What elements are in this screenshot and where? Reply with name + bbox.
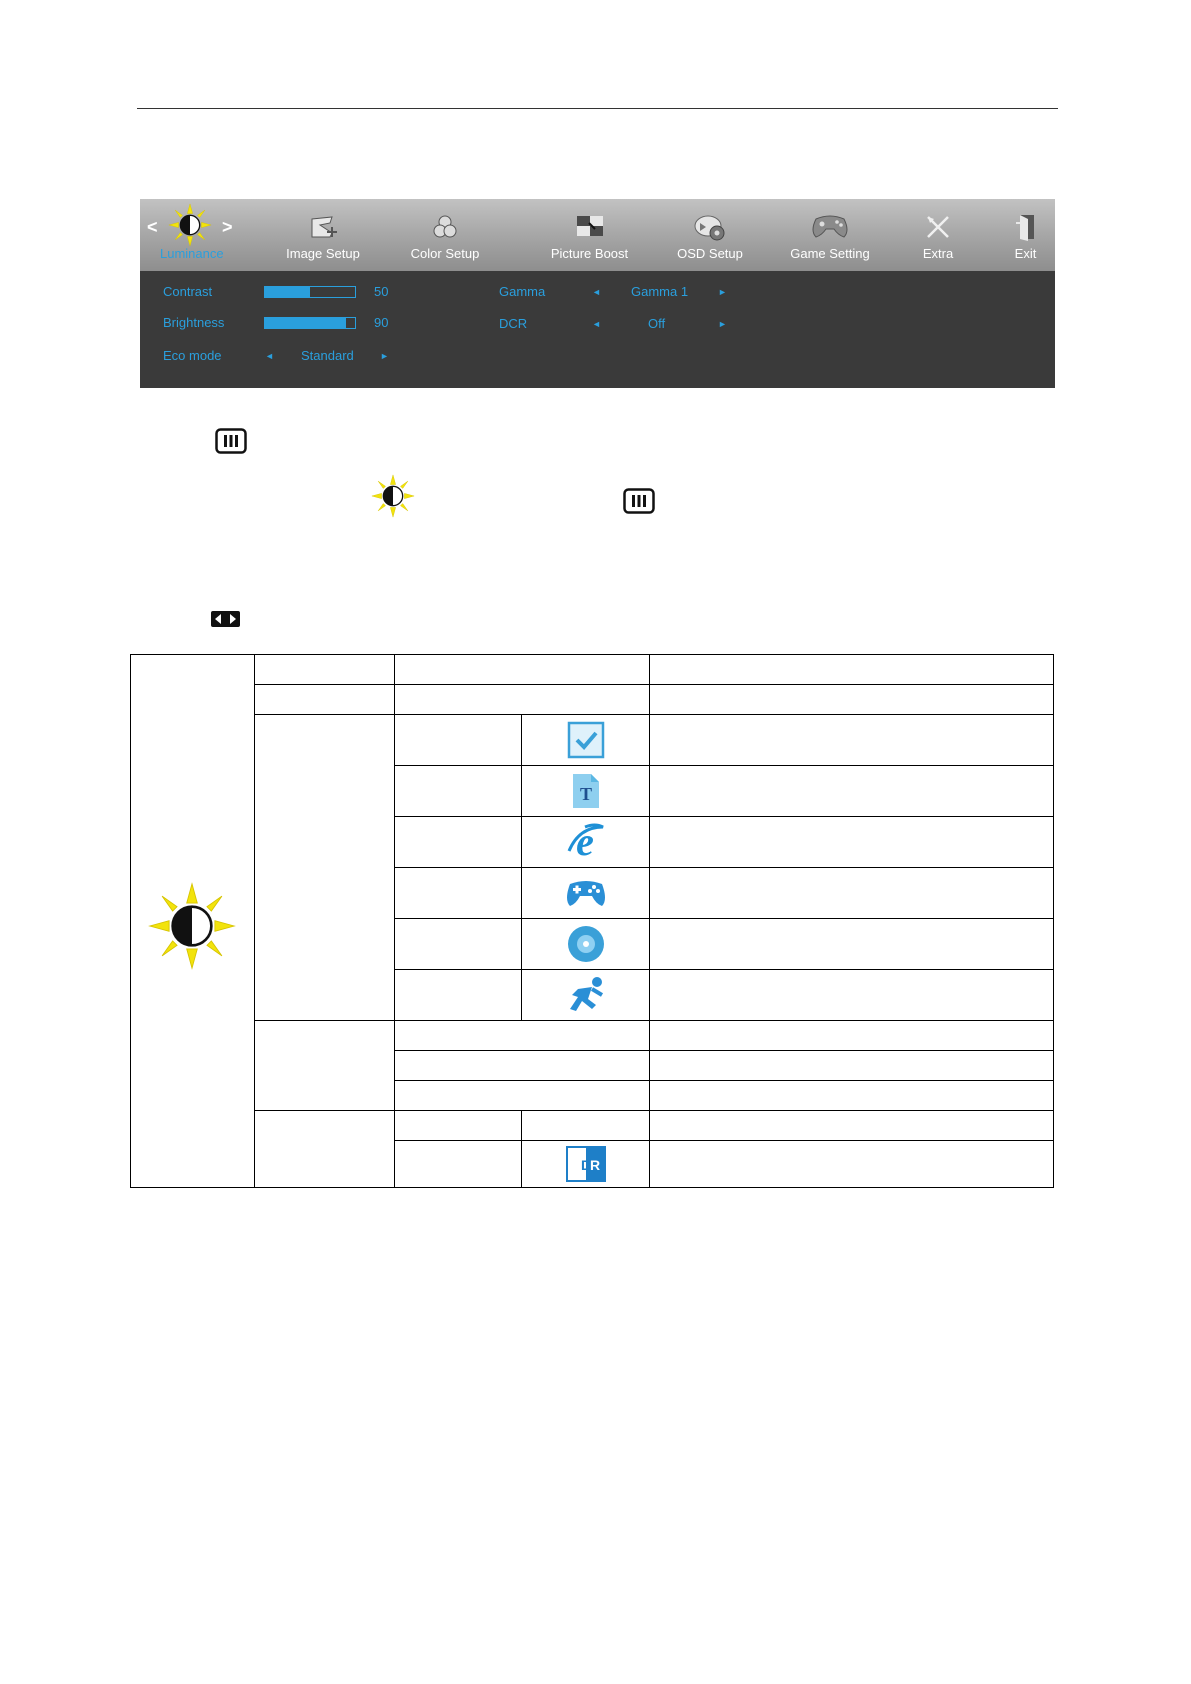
- menu-button-icon: [215, 428, 247, 454]
- table-cell: [649, 1110, 1054, 1141]
- picture-boost-icon: [575, 213, 605, 239]
- dcr-icon: [566, 1146, 606, 1182]
- image-setup-icon: [308, 213, 338, 241]
- table-cell: [394, 684, 650, 715]
- gamma-left-arrow-icon[interactable]: ◄: [592, 287, 601, 297]
- osd-setup-icon: [693, 213, 727, 243]
- gamma-right-arrow-icon[interactable]: ►: [718, 287, 727, 297]
- adjust-button-icon: [209, 608, 242, 630]
- table-cell: [254, 1110, 395, 1188]
- sports-mode-icon-cell: [521, 969, 650, 1021]
- internet-mode-icon-cell: [521, 816, 650, 868]
- brightness-slider[interactable]: [264, 317, 356, 329]
- tab-label: Picture Boost: [550, 246, 629, 261]
- table-cell: [649, 684, 1054, 715]
- game-mode-icon: [564, 876, 608, 910]
- game-setting-icon: [810, 213, 850, 239]
- svg-text:T: T: [579, 784, 592, 804]
- table-cell: [649, 1020, 1054, 1051]
- table-cell: [649, 969, 1054, 1021]
- dcr-left-arrow-icon[interactable]: ◄: [592, 319, 601, 329]
- contrast-label: Contrast: [163, 284, 213, 299]
- table-cell: [394, 1080, 650, 1111]
- tab-osd-setup[interactable]: [660, 199, 760, 271]
- tab-extra[interactable]: [903, 199, 973, 271]
- osd-menu: [140, 199, 1055, 388]
- contrast-value: 50: [374, 284, 389, 299]
- table-cell: [649, 1140, 1054, 1188]
- tab-luminance[interactable]: [160, 199, 224, 271]
- tab-label: Image Setup: [286, 246, 360, 261]
- standard-mode-icon-cell: [521, 714, 650, 766]
- table-cell: [649, 1080, 1054, 1111]
- menu-button-icon: [623, 488, 655, 514]
- table-cell: [394, 1050, 650, 1081]
- tab-label: OSD Setup: [677, 246, 743, 261]
- luminance-reference-table: [130, 654, 1054, 1188]
- standard-mode-icon: [567, 721, 605, 759]
- contrast-slider-fill: [265, 287, 310, 297]
- movie-mode-icon-cell: [521, 918, 650, 970]
- table-cell: [254, 1020, 395, 1111]
- table-cell: [649, 765, 1054, 817]
- contrast-slider[interactable]: [264, 286, 356, 298]
- brightness-label: Brightness: [163, 315, 225, 330]
- eco-mode-label: Eco mode: [163, 348, 222, 363]
- gamma-value: Gamma 1: [631, 284, 689, 299]
- brightness-slider-fill: [265, 318, 346, 328]
- table-cell: [394, 765, 522, 817]
- movie-mode-icon: [566, 924, 606, 964]
- osd-luminance-panel: [140, 271, 1055, 388]
- osd-tab-bar: [140, 199, 1055, 271]
- dcr-right-arrow-icon[interactable]: ►: [718, 319, 727, 329]
- text-mode-icon-cell: [521, 765, 650, 817]
- chevron-right-icon[interactable]: >: [222, 217, 233, 237]
- dcr-value: Off: [648, 316, 666, 331]
- dcr-label: DCR: [499, 316, 528, 331]
- color-setup-icon: [431, 213, 459, 241]
- chevron-left-icon[interactable]: <: [147, 217, 158, 237]
- tab-label: Color Setup: [410, 246, 480, 261]
- tab-game-setting[interactable]: [770, 199, 890, 271]
- eco-mode-value: Standard: [301, 348, 354, 363]
- table-cell: [394, 1110, 522, 1141]
- svg-text:e: e: [575, 821, 594, 863]
- table-cell: [394, 867, 522, 919]
- table-cell: [521, 1110, 650, 1141]
- extra-icon: [924, 213, 952, 241]
- exit-icon: [1014, 213, 1038, 241]
- table-cell: [394, 969, 522, 1021]
- luminance-icon: [148, 882, 236, 970]
- table-cell: [649, 654, 1054, 685]
- table-cell: [394, 918, 522, 970]
- eco-mode-left-arrow-icon[interactable]: ◄: [265, 351, 274, 361]
- tab-exit[interactable]: [998, 199, 1053, 271]
- table-cell: [394, 816, 522, 868]
- table-cell: [394, 714, 522, 766]
- tab-picture-boost[interactable]: [527, 199, 652, 271]
- table-cell: [649, 867, 1054, 919]
- header-rule: [137, 108, 1058, 109]
- table-cell: [394, 1020, 650, 1051]
- svg-text:D: D: [580, 1157, 591, 1173]
- eco-mode-right-arrow-icon[interactable]: ►: [380, 351, 389, 361]
- gamma-label: Gamma: [499, 284, 546, 299]
- tab-label: Extra: [922, 246, 954, 261]
- luminance-icon: [371, 474, 415, 518]
- tab-image-setup[interactable]: [268, 199, 378, 271]
- game-mode-icon-cell: [521, 867, 650, 919]
- table-cell: [394, 654, 650, 685]
- table-cell: [649, 918, 1054, 970]
- svg-text:R: R: [589, 1157, 600, 1173]
- tab-label: Luminance: [160, 246, 224, 261]
- brightness-value: 90: [374, 315, 389, 330]
- tab-label: Exit: [1014, 246, 1037, 261]
- tab-label: Game Setting: [790, 246, 870, 261]
- table-cell: [254, 684, 395, 715]
- table-cell: [254, 714, 395, 1021]
- text-mode-icon: [571, 772, 601, 810]
- sports-mode-icon: [564, 975, 608, 1015]
- table-cell: [649, 714, 1054, 766]
- table-cell: [649, 1050, 1054, 1081]
- table-cell: [394, 1140, 522, 1188]
- dcr-icon-cell: [521, 1140, 650, 1188]
- table-cell: [254, 654, 395, 685]
- internet-mode-icon: [565, 821, 607, 863]
- table-cell: [649, 816, 1054, 868]
- tab-color-setup[interactable]: [390, 199, 500, 271]
- luminance-icon: [168, 203, 212, 247]
